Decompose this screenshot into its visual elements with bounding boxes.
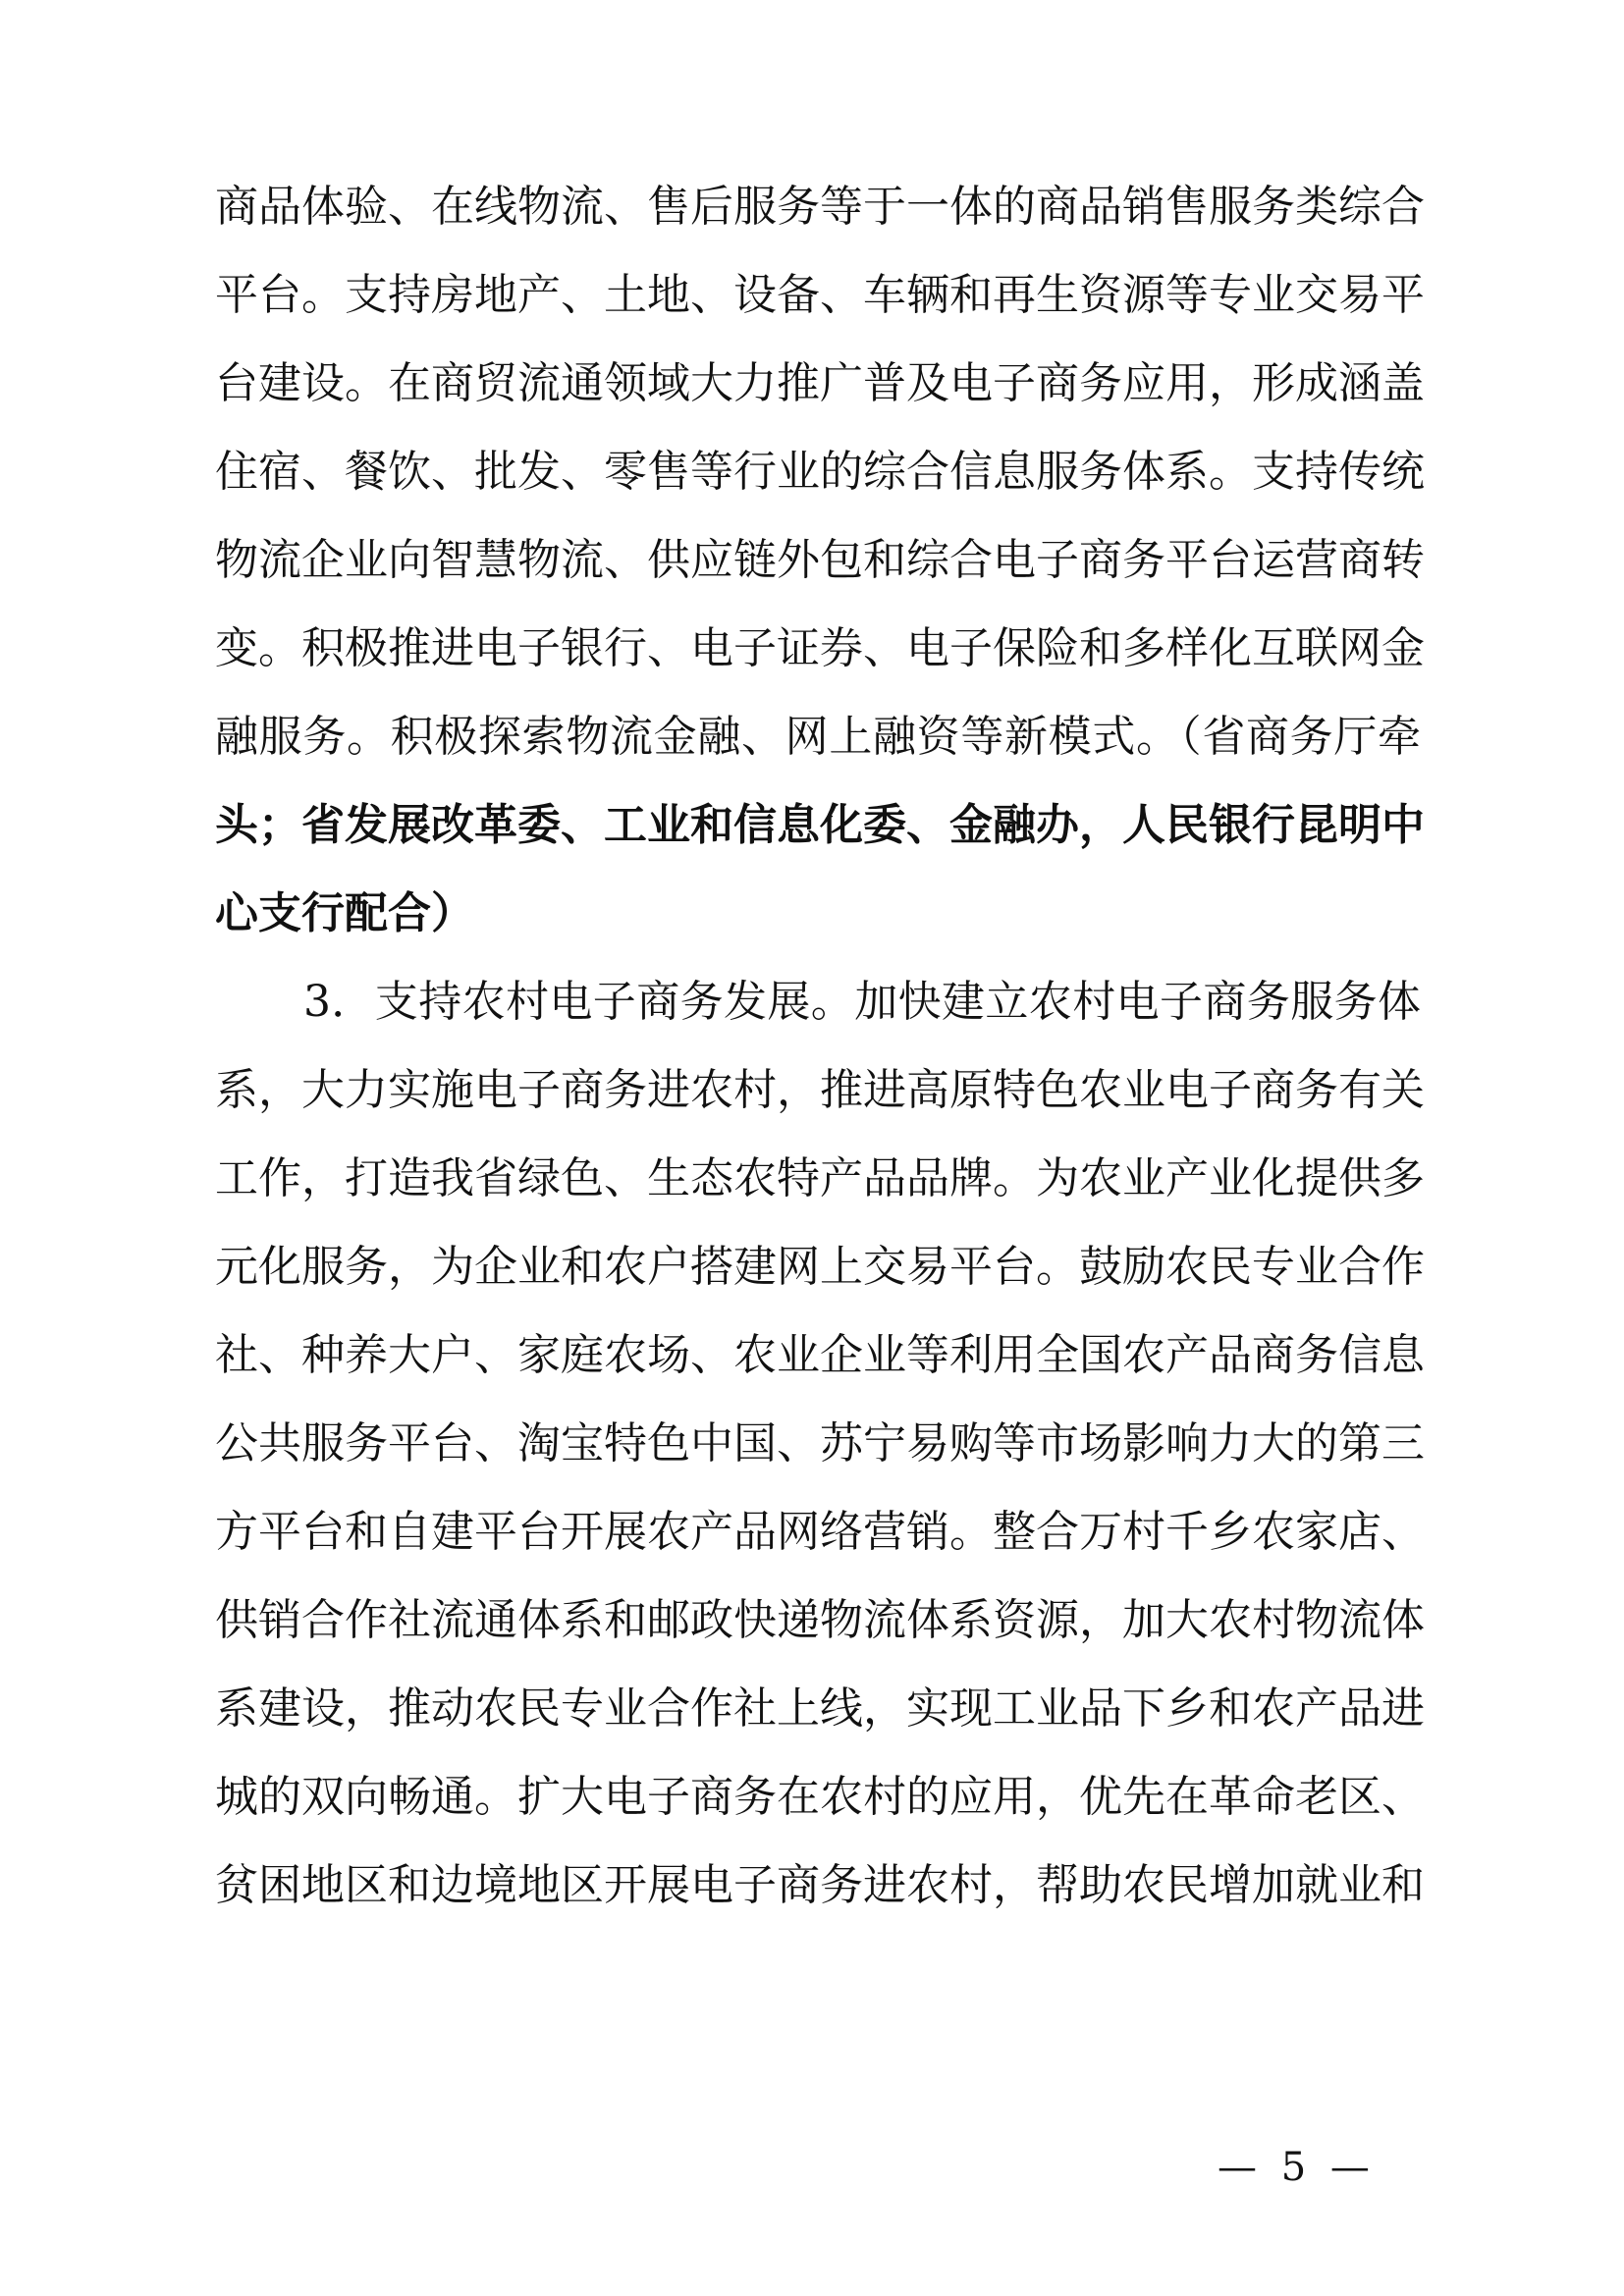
text-line: 3．支持农村电子商务发展。加快建立农村电子商务服务体 [303,977,1421,1027]
text-line: 城的双向畅通。扩大电子商务在农村的应用，优先在革命老区、 [215,1772,1425,1822]
text-line: 商品体验、在线物流、售后服务等于一体的商品销售服务类综合 [215,182,1425,232]
text-line: 社、种养大户、家庭农场、农业企业等利用全国农产品商务信息 [215,1330,1425,1380]
text-line: 平台。支持房地产、土地、设备、车辆和再生资源等专业交易平 [215,270,1425,320]
text-line: 供销合作社流通体系和邮政快递物流体系资源，加大农村物流体 [215,1595,1425,1645]
text-line: 公共服务平台、淘宝特色中国、苏宁易购等市场影响力大的第三 [215,1418,1425,1468]
text-line: 系，大力实施电子商务进农村，推进高原特色农业电子商务有关 [215,1065,1425,1115]
text-line: 物流企业向智慧物流、供应链外包和综合电子商务平台运营商转 [215,535,1425,585]
text-line: 系建设，推动农民专业合作社上线，实现工业品下乡和农产品进 [215,1683,1425,1734]
text-line: 心支行配合） [215,888,474,938]
text-line: 工作，打造我省绿色、生态农特产品品牌。为农业产业化提供多 [215,1153,1425,1203]
text-line: 变。积极推进电子银行、电子证券、电子保险和多样化互联网金 [215,623,1425,673]
page-number: — 5 — [1218,2145,1376,2190]
text-line: 头；省发展改革委、工业和信息化委、金融办，人民银行昆明中 [215,800,1425,850]
text-line: 台建设。在商贸流通领域大力推广普及电子商务应用，形成涵盖 [215,358,1425,408]
text-line: 贫困地区和边境地区开展电子商务进农村，帮助农民增加就业和 [215,1860,1425,1910]
text-line: 融服务。积极探索物流金融、网上融资等新模式。（省商务厅牵 [215,712,1421,762]
text-line: 方平台和自建平台开展农产品网络营销。整合万村千乡农家店、 [215,1507,1425,1557]
text-line: 住宿、餐饮、批发、零售等行业的综合信息服务体系。支持传统 [215,447,1425,497]
text-line: 元化服务，为企业和农户搭建网上交易平台。鼓励农民专业合作 [215,1242,1425,1292]
